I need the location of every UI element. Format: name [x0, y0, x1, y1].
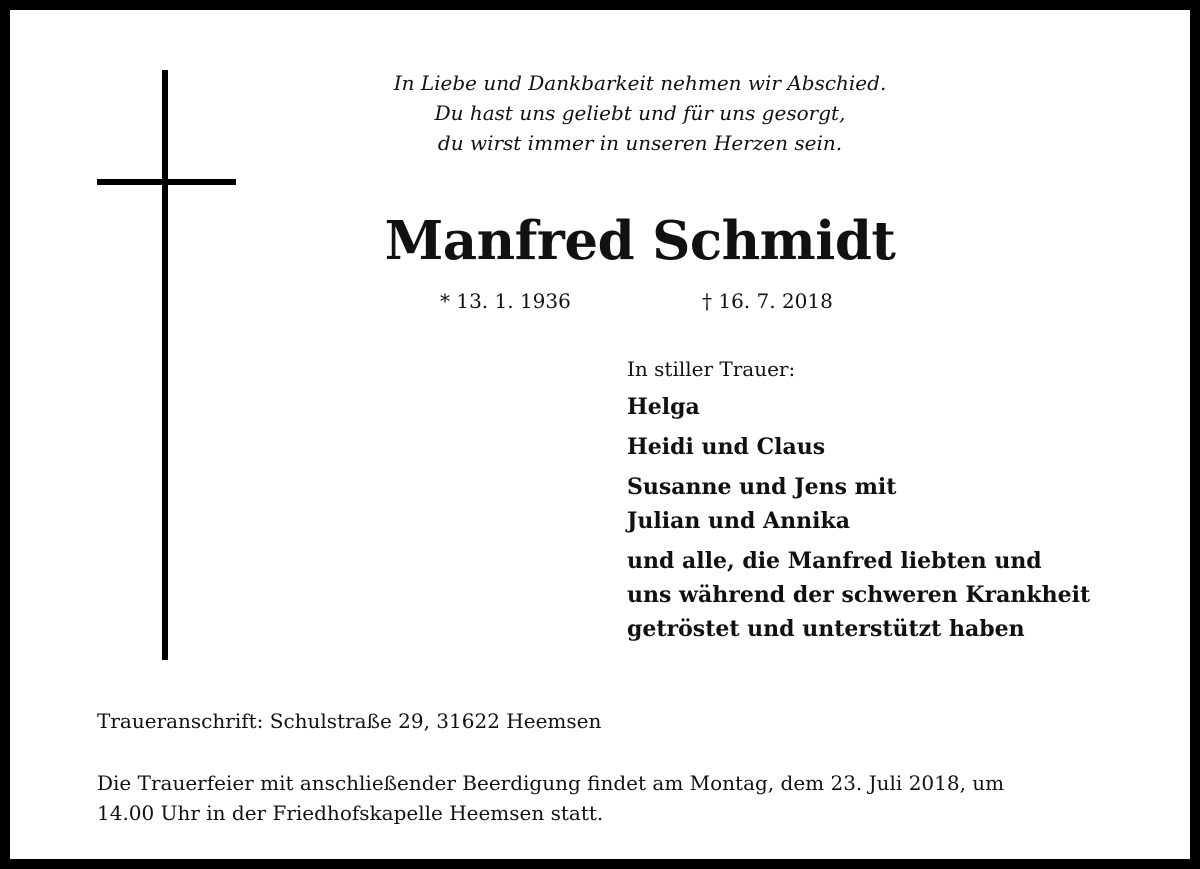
- mourner-entry: [627, 470, 1187, 538]
- cross-horizontal-bar: [97, 179, 236, 185]
- motto-line-1: In Liebe und Dankbarkeit nehmen wir Abschied.: [393, 71, 887, 95]
- birth-date: * 13. 1. 1936: [440, 289, 571, 313]
- motto-line-2: Du hast uns geliebt und für uns gesorgt,: [434, 101, 846, 125]
- mourner-line: Susanne und Jens mit: [627, 474, 897, 500]
- mourner-line: und alle, die Manfred liebten und: [627, 548, 1042, 574]
- deceased-name: Manfred Schmidt: [384, 210, 896, 272]
- ceremony-line-1: Die Trauerfeier mit anschließender Beerdigung findet am Montag, dem 23. Juli 2018, um: [97, 771, 1005, 795]
- mourning-address: Traueranschrift: Schulstraße 29, 31622 Heemsen: [97, 709, 602, 733]
- mourner-entry: [627, 544, 1187, 646]
- death-date: † 16. 7. 2018: [702, 289, 833, 313]
- mourners-label: In stiller Trauer:: [627, 357, 796, 381]
- mourner-line: Julian und Annika: [627, 508, 850, 534]
- motto-line-3: du wirst immer in unseren Herzen sein.: [437, 131, 843, 155]
- mourner-entry: Helga: [627, 394, 700, 420]
- ceremony-line-2: 14.00 Uhr in der Friedhofskapelle Heemsen statt.: [97, 801, 604, 825]
- motto-verse: [310, 68, 970, 158]
- mourner-entry: Heidi und Claus: [627, 434, 826, 460]
- mourner-line: uns während der schweren Krankheit: [627, 582, 1091, 608]
- mourner-line: getröstet und unterstützt haben: [627, 616, 1025, 642]
- cross-vertical-bar: [162, 70, 168, 660]
- mourners-list: [627, 354, 1187, 652]
- funeral-ceremony-notice: [97, 768, 1137, 828]
